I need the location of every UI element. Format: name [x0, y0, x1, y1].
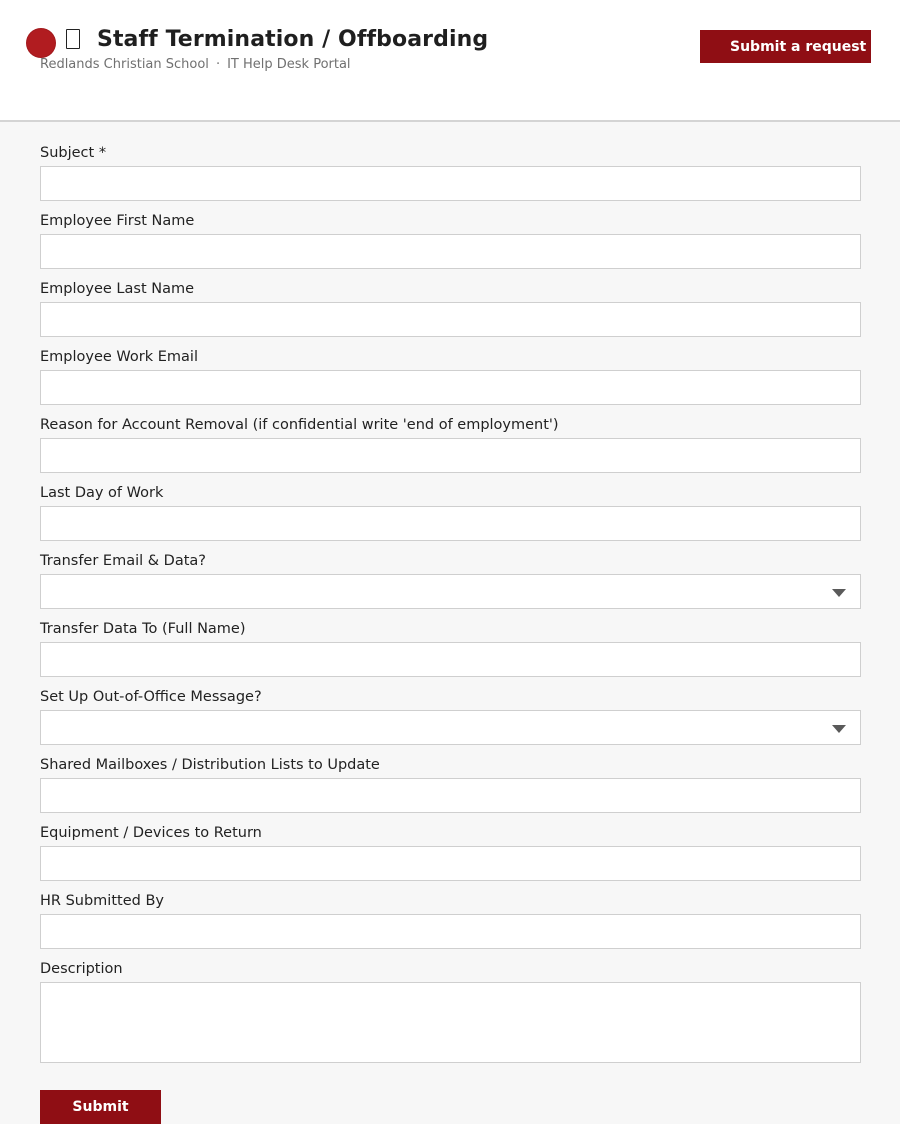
breadcrumb-portal: IT Help Desk Portal — [227, 57, 351, 72]
subject-field-group — [40, 144, 861, 212]
out-of-office-field-group — [40, 688, 861, 756]
transfer-email-select[interactable] — [40, 574, 861, 609]
last-name-input[interactable] — [40, 302, 861, 337]
last-day-input[interactable] — [40, 506, 861, 541]
page-header — [0, 0, 900, 122]
subject-input[interactable] — [40, 166, 861, 201]
work-email-input[interactable] — [40, 370, 861, 405]
first-name-label: Employee First Name — [40, 213, 195, 229]
out-of-office-label: Set Up Out-of-Office Message? — [40, 689, 262, 705]
last-day-label: Last Day of Work — [40, 485, 164, 501]
shared-mailboxes-label: Shared Mailboxes / Distribution Lists to Update — [40, 757, 380, 773]
shared-mailboxes-input[interactable] — [40, 778, 861, 813]
first-name-field-group — [40, 212, 861, 280]
hr-submitted-by-label: HR Submitted By — [40, 893, 164, 909]
equipment-label: Equipment / Devices to Return — [40, 825, 262, 841]
out-of-office-select[interactable] — [40, 710, 861, 745]
offboarding-form — [40, 144, 861, 1070]
transfer-email-label: Transfer Email & Data? — [40, 553, 206, 569]
breadcrumb-separator: · — [215, 57, 221, 72]
document-icon — [66, 29, 80, 49]
last-name-label: Employee Last Name — [40, 281, 195, 297]
removal-reason-label: Reason for Account Removal (if confidential write 'end of employment') — [40, 417, 559, 433]
submit-a-request-button[interactable]: Submit a request — [700, 30, 871, 63]
first-name-input[interactable] — [40, 234, 861, 269]
equipment-input[interactable] — [40, 846, 861, 881]
subject-label: Subject * — [40, 145, 107, 161]
hr-submitted-by-input[interactable] — [40, 914, 861, 949]
chevron-down-icon[interactable] — [832, 725, 846, 733]
removal-reason-input[interactable] — [40, 438, 861, 473]
description-textarea[interactable] — [40, 982, 861, 1063]
description-field-group — [40, 960, 861, 1070]
hr-submitted-by-field-group — [40, 892, 861, 960]
school-logo-icon[interactable] — [26, 28, 56, 58]
equipment-field-group — [40, 824, 861, 892]
last-day-field-group — [40, 484, 861, 552]
breadcrumb — [40, 57, 351, 72]
transfer-to-input[interactable] — [40, 642, 861, 677]
work-email-label: Employee Work Email — [40, 349, 198, 365]
transfer-to-label: Transfer Data To (Full Name) — [40, 621, 246, 637]
removal-reason-field-group — [40, 416, 861, 484]
chevron-down-icon[interactable] — [832, 589, 846, 597]
shared-mailboxes-field-group — [40, 756, 861, 824]
work-email-field-group — [40, 348, 861, 416]
breadcrumb-organization: Redlands Christian School — [40, 57, 209, 72]
description-label: Description — [40, 961, 123, 977]
transfer-to-field-group — [40, 620, 861, 688]
submit-button[interactable]: Submit — [40, 1090, 161, 1124]
page-title: Staff Termination / Offboarding — [97, 27, 489, 52]
transfer-email-field-group — [40, 552, 861, 620]
last-name-field-group — [40, 280, 861, 348]
